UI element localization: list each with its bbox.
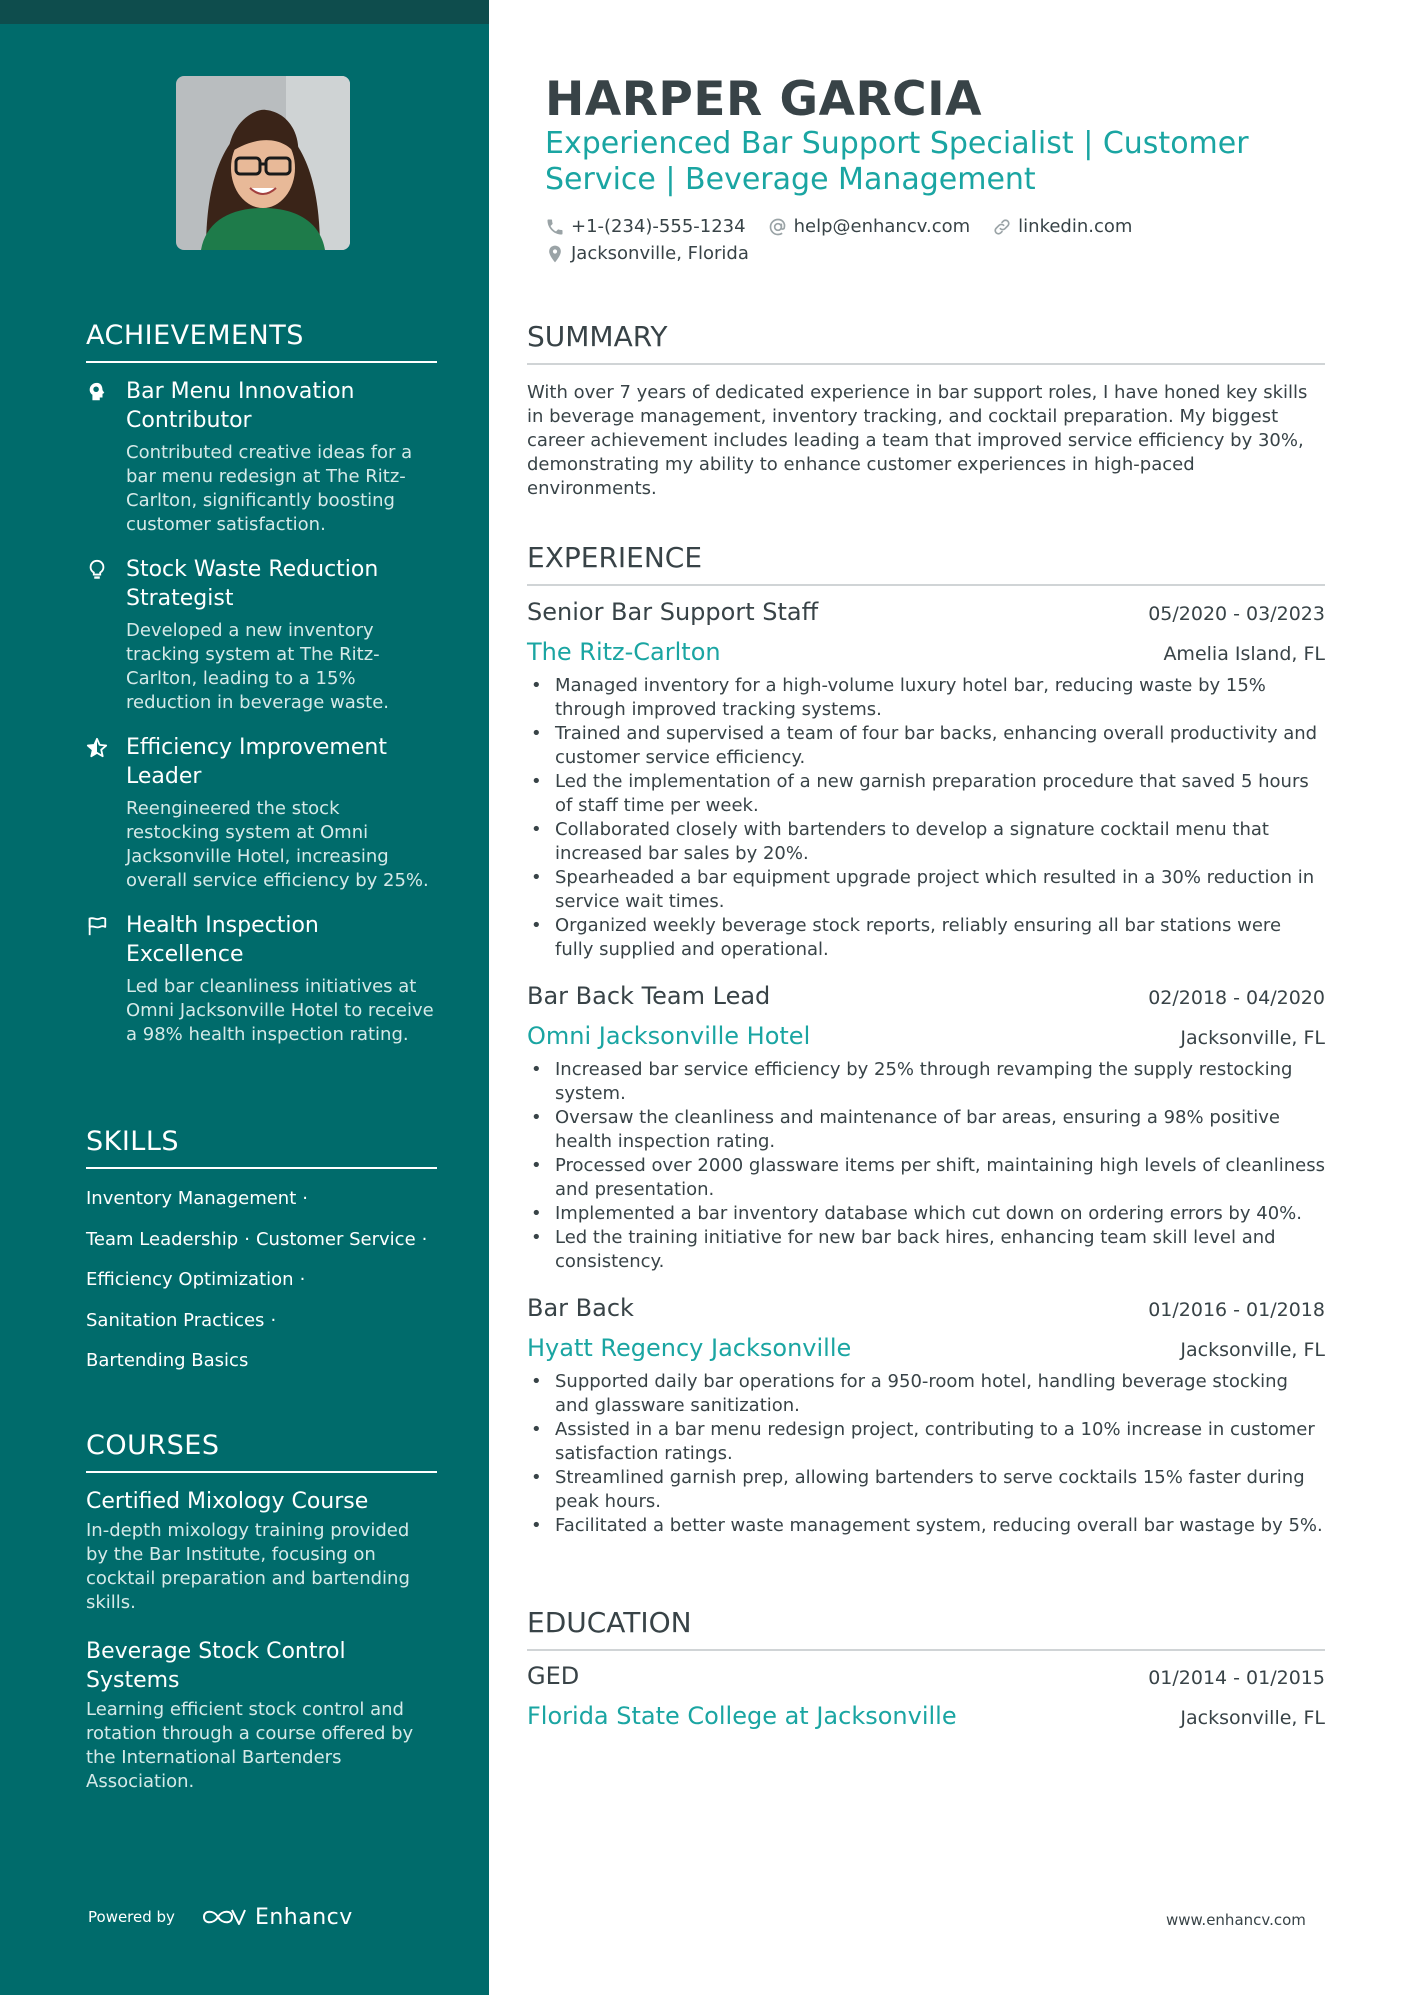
- job-location: Jacksonville, FL: [1180, 1027, 1325, 1049]
- job-dates: 02/2018 - 04/2020: [1148, 987, 1325, 1009]
- email-text: help@enhancv.com: [793, 216, 971, 237]
- achievement-desc: Contributed creative ideas for a bar menu redesign at The Ritz-Carlton, significantly boosting customer satisfaction.: [126, 442, 413, 535]
- location-pin-icon: [545, 244, 565, 264]
- course-item: [86, 1637, 437, 1794]
- achievement-item: [86, 377, 437, 537]
- job-location: Amelia Island, FL: [1163, 643, 1325, 665]
- job-location: Jacksonville, FL: [1180, 1339, 1325, 1361]
- job-title: Bar Back: [527, 1294, 634, 1322]
- skill-separator: ·: [421, 1228, 428, 1250]
- skill-separator: ·: [270, 1309, 277, 1331]
- achievement-title: Efficiency Improvement Leader: [126, 735, 387, 789]
- phone-contact[interactable]: [545, 216, 746, 237]
- job-bullets: [527, 674, 1325, 962]
- enhancv-logo-icon: [201, 1904, 247, 1930]
- achievement-desc: Led bar cleanliness initiatives at Omni Jacksonville Hotel to receive a 98% health inspection rating.: [126, 976, 434, 1045]
- footer-url[interactable]: www.enhancv.com: [1166, 1911, 1306, 1929]
- skill-separator: ·: [299, 1269, 306, 1291]
- education-dates: 01/2014 - 01/2015: [1148, 1667, 1325, 1689]
- summary-title: SUMMARY: [527, 320, 1325, 365]
- courses-title: COURSES: [86, 1430, 437, 1473]
- job-company[interactable]: Omni Jacksonville Hotel: [527, 1022, 811, 1050]
- star-icon: [86, 733, 126, 893]
- job-bullet: • Streamlined garnish prep, allowing bartenders to serve cocktails 15% faster during peak hours.: [527, 1466, 1325, 1514]
- job-bullet: • Led the implementation of a new garnish preparation procedure that saved 5 hours of staff time per week.: [527, 770, 1325, 818]
- job-bullet: • Processed over 2000 glassware items per shift, maintaining high levels of cleanliness and presentation.: [527, 1154, 1325, 1202]
- course-title: Certified Mixology Course: [86, 1489, 369, 1514]
- skill-item: Customer Service: [255, 1228, 416, 1250]
- job-bullet: • Led the training initiative for new bar back hires, enhancing team skill level and consistency.: [527, 1226, 1325, 1274]
- candidate-name: HARPER GARCIA: [545, 72, 983, 127]
- job-bullet: • Managed inventory for a high-volume luxury hotel bar, reducing waste by 15% through improved tracking systems.: [527, 674, 1325, 722]
- course-desc: In-depth mixology training provided by the Bar Institute, focusing on cocktail preparation and bartending skills.: [86, 1520, 410, 1613]
- job-title: Bar Back Team Lead: [527, 982, 771, 1010]
- lightbulb-icon: [86, 555, 126, 715]
- phone-icon: [545, 217, 565, 237]
- course-title: Beverage Stock Control Systems: [86, 1639, 346, 1693]
- at-icon: [768, 217, 788, 237]
- location-text: Jacksonville, Florida: [571, 243, 749, 264]
- education-title: EDUCATION: [527, 1606, 1325, 1651]
- email-contact[interactable]: [768, 216, 971, 237]
- achievements-title: ACHIEVEMENTS: [86, 320, 437, 363]
- achievement-desc: Reengineered the stock restocking system at Omni Jacksonville Hotel, increasing overall service efficiency by 25%.: [126, 798, 429, 891]
- location-contact: [545, 243, 749, 264]
- job-entry: [527, 1294, 1325, 1538]
- summary-text: With over 7 years of dedicated experience in bar support roles, I have honed key skills in beverage management, inventory tracking, and cocktail preparation. My biggest career achievement includes leading a team that improved service efficiency by 30%, demonstrating my ability to enhance customer experiences in high-paced environments.: [527, 382, 1308, 499]
- job-bullet: • Trained and supervised a team of four bar backs, enhancing overall productivity and customer service efficiency.: [527, 722, 1325, 770]
- job-bullet: • Supported daily bar operations for a 950-room hotel, handling beverage stocking and glassware sanitization.: [527, 1370, 1325, 1418]
- courses-section: [86, 1430, 437, 1816]
- flag-icon: [86, 911, 126, 1047]
- course-item: [86, 1487, 437, 1615]
- achievement-title: Health Inspection Excellence: [126, 913, 319, 967]
- skills-title: SKILLS: [86, 1126, 437, 1169]
- job-bullet: • Spearheaded a bar equipment upgrade project which resulted in a 30% reduction in service wait times.: [527, 866, 1325, 914]
- job-bullet: • Increased bar service efficiency by 25% through revamping the supply restocking system.: [527, 1058, 1325, 1106]
- experience-title: EXPERIENCE: [527, 541, 1325, 586]
- powered-by: [88, 1904, 353, 1930]
- job-bullet: • Facilitated a better waste management system, reducing overall bar wastage by 5%.: [527, 1514, 1325, 1538]
- job-company[interactable]: The Ritz-Carlton: [527, 638, 721, 666]
- job-bullet: • Oversaw the cleanliness and maintenance of bar areas, ensuring a 98% positive health inspection rating.: [527, 1106, 1325, 1154]
- job-company[interactable]: Hyatt Regency Jacksonville: [527, 1334, 852, 1362]
- job-bullet: • Collaborated closely with bartenders to develop a signature cocktail menu that increased bar sales by 20%.: [527, 818, 1325, 866]
- job-bullet: • Implemented a bar inventory database which cut down on ordering errors by 40%.: [527, 1202, 1325, 1226]
- education-entry: [527, 1662, 1325, 1730]
- achievement-desc: Developed a new inventory tracking system at The Ritz-Carlton, leading to a 15% reduction in beverage waste.: [126, 620, 390, 713]
- skill-item: Team Leadership: [86, 1228, 239, 1250]
- education-school[interactable]: Florida State College at Jacksonville: [527, 1702, 957, 1730]
- sidebar-top-bar: [0, 0, 489, 24]
- job-entry: [527, 982, 1325, 1274]
- achievement-item: [86, 733, 437, 893]
- skills-section: [86, 1126, 437, 1382]
- education-location: Jacksonville, FL: [1180, 1707, 1325, 1729]
- enhancv-logo[interactable]: [201, 1904, 353, 1930]
- achievement-item: [86, 555, 437, 715]
- skill-item: Inventory Management: [86, 1188, 297, 1210]
- skill-item: Efficiency Optimization: [86, 1269, 294, 1291]
- job-dates: 05/2020 - 03/2023: [1148, 603, 1325, 625]
- profile-photo: [176, 76, 350, 250]
- contact-row: [545, 216, 1154, 237]
- skill-item: Sanitation Practices: [86, 1309, 265, 1331]
- job-dates: 01/2016 - 01/2018: [1148, 1299, 1325, 1321]
- job-bullets: [527, 1370, 1325, 1538]
- enhancv-brand-name: Enhancv: [254, 1904, 353, 1930]
- lightbulb-head-icon: [86, 377, 126, 537]
- achievement-title: Stock Waste Reduction Strategist: [126, 557, 379, 611]
- sidebar: [0, 0, 489, 1995]
- job-entry: [527, 598, 1325, 962]
- job-title: Senior Bar Support Staff: [527, 598, 819, 626]
- job-bullet: • Assisted in a bar menu redesign project, contributing to a 10% increase in customer satisfaction ratings.: [527, 1418, 1325, 1466]
- skill-item: Bartending Basics: [86, 1350, 249, 1372]
- phone-text: +1-(234)-555-1234: [571, 216, 746, 237]
- education-degree: GED: [527, 1662, 580, 1690]
- powered-by-label: Powered by: [88, 1908, 175, 1926]
- job-bullet: • Organized weekly beverage stock reports, reliably ensuring all bar stations were fully supplied and operational.: [527, 914, 1325, 962]
- achievement-title: Bar Menu Innovation Contributor: [126, 379, 355, 433]
- linkedin-contact[interactable]: [992, 216, 1132, 237]
- skill-separator: ·: [302, 1188, 309, 1210]
- link-icon: [992, 217, 1012, 237]
- linkedin-text: linkedin.com: [1018, 216, 1133, 237]
- achievements-section: [86, 320, 437, 1065]
- job-bullets: [527, 1058, 1325, 1274]
- achievement-item: [86, 911, 437, 1047]
- skill-separator: ·: [244, 1228, 250, 1250]
- location-row: [545, 243, 771, 264]
- candidate-headline: Experienced Bar Support Specialist | Customer Service | Beverage Management: [545, 126, 1249, 197]
- course-desc: Learning efficient stock control and rotation through a course offered by the International Bartenders Association.: [86, 1699, 414, 1792]
